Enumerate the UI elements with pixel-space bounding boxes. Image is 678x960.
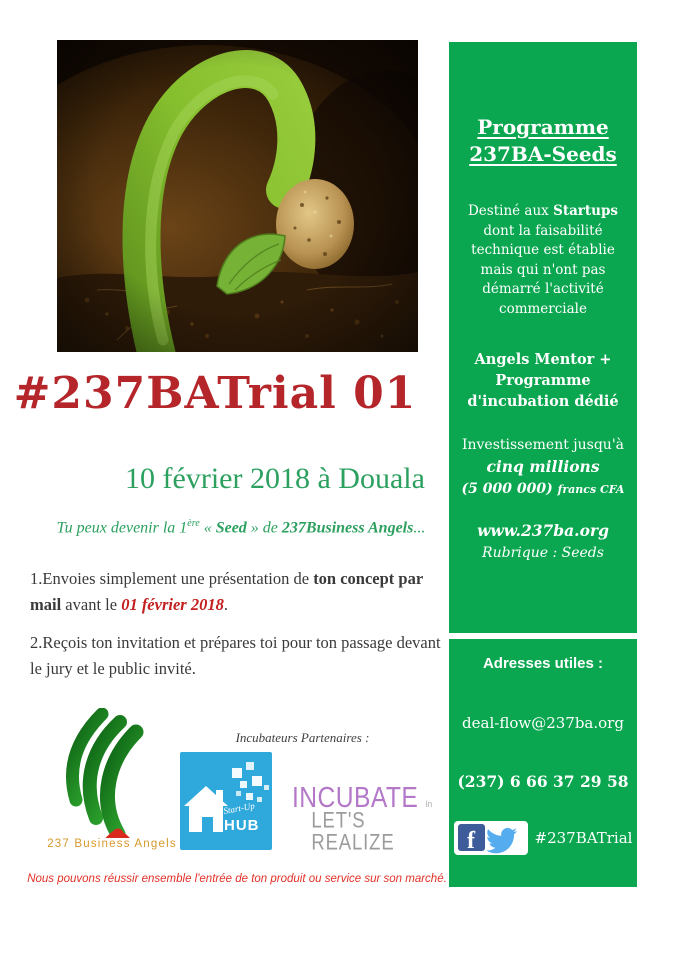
tagline-angels: 237Business Angels bbox=[281, 519, 414, 537]
incubate-logo bbox=[292, 780, 433, 855]
program-heading bbox=[449, 114, 637, 168]
desc-text: Destiné aux bbox=[467, 203, 554, 219]
website-url: www.237ba.org bbox=[477, 521, 609, 540]
contact-hashtag: #237BATrial bbox=[534, 829, 633, 847]
program-heading-line2: 237BA-Seeds bbox=[469, 142, 617, 166]
website-block bbox=[449, 519, 637, 565]
step-1-deadline: 01 février 2018 bbox=[121, 594, 224, 614]
step-1-bold: ton concept par mail bbox=[30, 569, 423, 614]
step-1-text: avant le bbox=[61, 594, 122, 614]
event-title: #237BATrial 01 bbox=[13, 368, 417, 419]
step-1 bbox=[30, 566, 442, 617]
mentor-line: Angels Mentor + bbox=[474, 351, 612, 368]
invest-line1: Investissement jusqu'à bbox=[461, 437, 625, 453]
step-2-text: 2.Reçois ton invitation et prépares toi pour ton passage devant le jury et le public invité. bbox=[30, 633, 441, 678]
event-date: 10 février 2018 à Douala bbox=[125, 462, 425, 495]
tagline-text: « bbox=[199, 519, 216, 537]
svg-text:f: f bbox=[466, 828, 475, 854]
contact-heading: Adresses utiles : bbox=[482, 655, 604, 672]
contact-panel bbox=[449, 639, 637, 887]
hub-script-label: Start-Up bbox=[222, 800, 256, 816]
incubate-small-label: In bbox=[425, 798, 433, 809]
program-description bbox=[449, 202, 637, 319]
step-1-text: 1.Envoies simplement une présentation de bbox=[30, 569, 314, 588]
mentor-line: d'incubation dédié bbox=[467, 393, 619, 410]
tagline-seed: Seed bbox=[215, 519, 247, 537]
tagline-text: » de bbox=[246, 519, 282, 537]
footer-slogan: Nous pouvons réussir ensemble l'entrée de ton produit ou service sur son marché. bbox=[27, 873, 447, 885]
startup-hub-logo bbox=[180, 752, 272, 855]
incubate-main-label: INCUBATE bbox=[292, 780, 419, 814]
tagline-sup: ère bbox=[187, 518, 200, 529]
mentor-block bbox=[449, 349, 637, 412]
desc-text: démarré l'activité bbox=[482, 281, 604, 297]
program-panel bbox=[449, 42, 637, 633]
invest-line2: cinq millions bbox=[486, 457, 600, 476]
237ba-logo-caption: 237 Business Angels bbox=[47, 838, 177, 850]
desc-bold: Startups bbox=[553, 203, 619, 219]
program-heading-line1: Programme bbox=[477, 115, 609, 139]
seedling-photo bbox=[57, 40, 418, 352]
website-rubrique: Rubrique : Seeds bbox=[482, 545, 604, 561]
invest-line3 bbox=[449, 478, 637, 501]
desc-text: mais qui n'ont pas bbox=[480, 261, 606, 278]
desc-text: dont la faisabilité bbox=[483, 222, 603, 239]
tagline bbox=[26, 518, 456, 537]
237ba-logo bbox=[36, 708, 186, 843]
partners-label: Incubateurs Partenaires : bbox=[235, 730, 370, 745]
incubate-second-label: LET'S REALIZE bbox=[311, 809, 395, 855]
contact-email: deal-flow@237ba.org bbox=[462, 714, 624, 732]
instructions-list bbox=[30, 566, 442, 694]
invest-amount: (5 000 000) bbox=[461, 481, 558, 497]
tagline-text: ... bbox=[413, 519, 426, 537]
tagline-text: Tu peux devenir la 1 bbox=[56, 519, 188, 537]
mentor-line: Programme bbox=[495, 372, 591, 389]
social-row bbox=[449, 821, 637, 855]
step-1-text: . bbox=[223, 594, 228, 614]
facebook-twitter-icon bbox=[454, 821, 528, 855]
desc-text: technique est établie bbox=[471, 242, 615, 258]
desc-text: commerciale bbox=[499, 300, 587, 317]
contact-phone: (237) 6 66 37 29 58 bbox=[457, 772, 629, 791]
step-2 bbox=[30, 630, 442, 681]
investment-block bbox=[449, 434, 637, 501]
hub-name-label: HUB bbox=[224, 817, 260, 834]
invest-currency: francs CFA bbox=[557, 483, 625, 496]
